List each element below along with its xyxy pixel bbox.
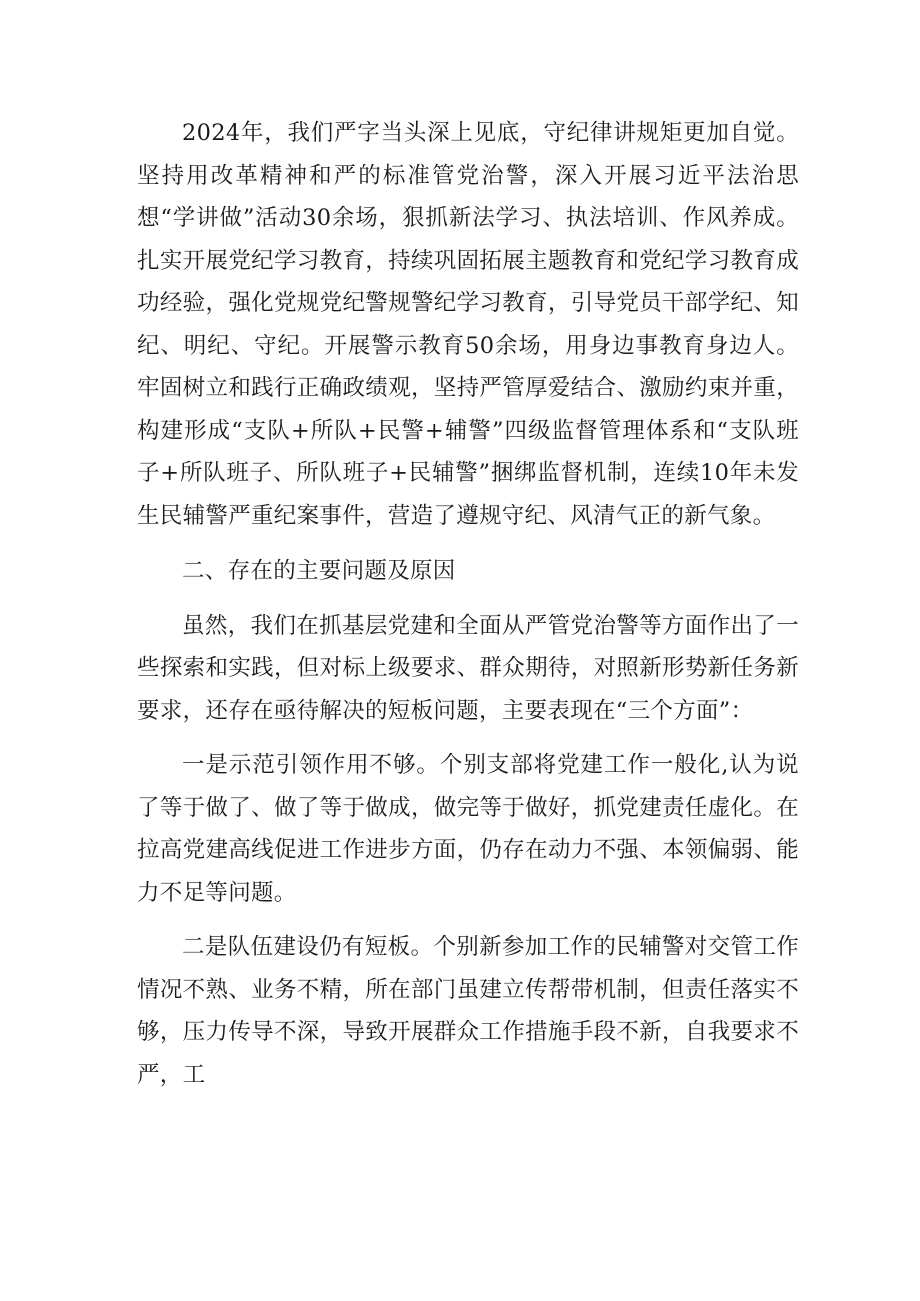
paragraph-problem-two: 二是队伍建设仍有短板。个别新参加工作的民辅警对交管工作情况不熟、业务不精，所在部门虽建立传帮带机制，但责任落实不够，压力传导不深，导致开展群众工作措施手段不新，自我要求不严，工: [137, 934, 799, 1088]
paragraph-problem-one: 一是示范引领作用不够。个别支部将党建工作一般化,认为说了等于做了、做了等于做成，做完等于做好，抓党建责任虚化。在拉高党建高线促进工作进步方面，仍存在动力不强、本领偏弱、能力不足等问题。: [137, 752, 799, 906]
paragraph-problems-intro: 虽然，我们在抓基层党建和全面从严管党治警等方面作出了一些探索和实践，但对标上级要求、群众期待，对照新形势新任务新要求，还存在亟待解决的短板问题，主要表现在“三个方面”：: [137, 612, 799, 724]
section-heading-problems: 二、存在的主要问题及原因: [182, 558, 456, 584]
paragraph-2024-summary: 2024年，我们严字当头深上见底，守纪律讲规矩更加自觉。坚持用改革精神和严的标准管党治警，深入开展习近平法治思想“学讲做”活动30余场，狠抓新法学习、执法培训、作风养成。扎实开展党纪学习教育，持续巩固拓展主题教育和党纪学习教育成功经验，强化党规党纪警规警纪学习教育，引导党员干部学纪、知纪、明纪、守纪。开展警示教育50余场，用身边事教育身边人。牢固树立和践行正确政绩观，坚持严管厚爱结合、激励约束并重，构建形成“支队+所队+民警+辅警”四级监督管理体系和“支队班子+所队班子、所队班子+民辅警”捆绑监督机制，连续10年未发生民辅警严重纪案事件，营造了遵规守纪、风清气正的新气象。: [137, 120, 799, 529]
document-body: [137, 112, 799, 1096]
